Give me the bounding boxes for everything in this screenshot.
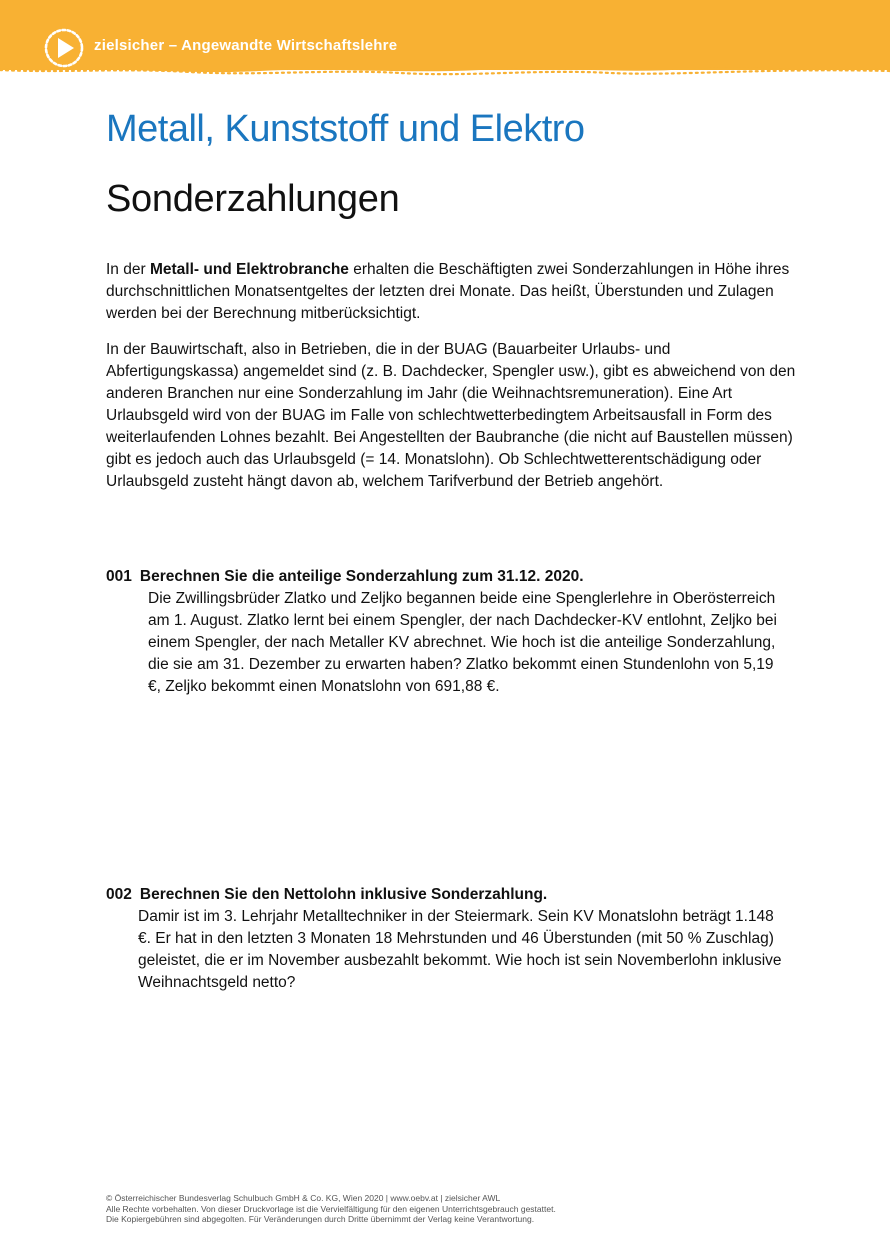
intro-prefix: In der — [106, 261, 150, 278]
task-number: 002 — [106, 886, 132, 903]
task-heading-text: Berechnen Sie die anteilige Sonderzahlung zum 31.12. 2020. — [139, 568, 584, 585]
task-body: Damir ist im 3. Lehrjahr Metalltechniker in der Steiermark. Sein KV Monatslohn beträgt 1.148 €. Er hat in den letzten 3 Monaten 18 Mehrstunden und 46 Überstunden (mit 50 % Zuschlag) geleistet, die er im November ausbezahlt bekommt. Wie hoch ist sein Novemberlohn inklusive Weihnachtsgeld netto? — [138, 908, 782, 991]
subject-heading: Metall, Kunststoff und Elektro — [106, 108, 585, 150]
task-heading — [106, 884, 806, 906]
intro-bold-term: Metall- und Elektrobranche — [149, 261, 349, 278]
task-body: Die Zwillingsbrüder Zlatko und Zeljko begannen beide eine Spenglerlehre in Oberösterreich am 1. August. Zlatko lernt bei einem Spengler, der nach Dachdecker-KV entlohnt, Zeljko bei einem Spengler, der nach Metaller KV abrechnet. Wie hoch ist die anteilige Sonderzahlung, die sie am 31. Dezember zu erwarten haben? Zlatko bekommt einen Stundenlohn von 5,19 €, Zeljko bekommt einen Monatslohn von 691,88 €. — [148, 590, 777, 695]
footer-line-2: Alle Rechte vorbehalten. Von dieser Druckvorlage ist die Vervielfältigung für den eigenen Unterrichtsgebrauch gestattet. — [106, 1203, 556, 1214]
intro-paragraph-2: In der Bauwirtschaft, also in Betrieben, die in der BUAG (Bauarbeiter Urlaubs- und Abfertigungskassa) angemeldet sind (z. B. Dachdecker, Spengler usw.), gibt es abweichend von den anderen Branchen nur eine Sonderzahlung im Jahr (die Weihnachtsremuneration). Eine Art Urlaubsgeld wird von der BUAG im Falle von schlechtwetterbedingtem Arbeitsausfall in Form des weiterlaufenden Lohnes bezahlt. Bei Angestellten der Baubranche (die nicht auf Baustellen müssen) gibt es jedoch auch das Urlaubsgeld (= 14. Monatslohn). Ob Schlechtwetterentschädigung oder Urlaubsgeld zusteht hängt davon ab, welchem Tarifverbund der Betrieb angehört. — [106, 341, 796, 490]
footer-line-3: Die Kopiergebühren sind abgegolten. Für Veränderungen durch Dritte übernimmt der Verlag keine Verantwortung. — [106, 1214, 535, 1224]
footer-line-1: © Österreichischer Bundesverlag Schulbuch GmbH & Co. KG, Wien 2020 | www.oebv.at | zielsicher AWL — [106, 1193, 501, 1203]
task-001 — [106, 566, 806, 698]
copyright-footer — [106, 1193, 806, 1225]
task-heading — [106, 566, 806, 588]
task-number: 001 — [106, 568, 132, 585]
brand-title: zielsicher – Angewandte Wirtschaftslehre — [94, 37, 398, 54]
intro-paragraph-1 — [106, 259, 796, 325]
task-heading-text: Berechnen Sie den Nettolohn inklusive Sonderzahlung. — [139, 886, 548, 903]
intro-rest: erhalten die Beschäftigten zwei Sonderzahlungen in Höhe ihres durchschnittlichen Monatsentgeltes der letzten drei Monate. Das heißt, Überstunden und Zulagen werden bei der Berechnung mitberücksichtigt. — [106, 261, 790, 322]
task-002 — [106, 884, 806, 994]
page-title: Sonderzahlungen — [106, 178, 400, 220]
play-circle-icon — [43, 27, 85, 69]
header-wavy-edge — [0, 58, 890, 82]
